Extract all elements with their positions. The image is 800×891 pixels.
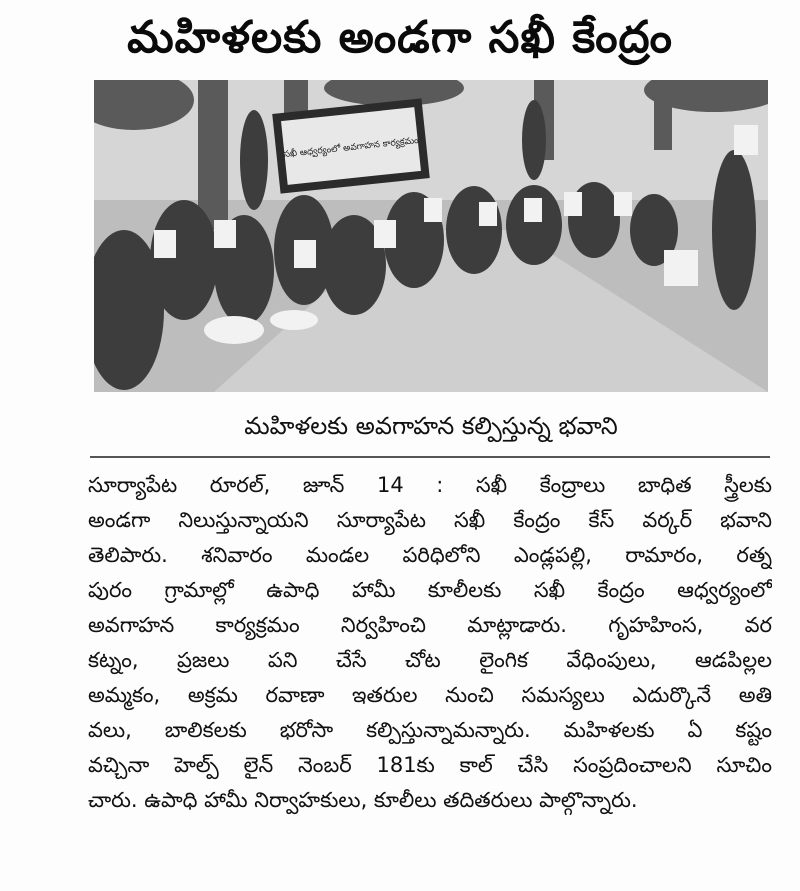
article-line: అవగాహన కార్యక్రమం నిర్వహించి మాట్లాడారు. గృహహింస, వర: [88, 613, 772, 637]
article-line: చారు. ఉపాధి హామీ నిర్వాహకులు, కూలీలు తదితరులు పాల్గొన్నారు.: [88, 788, 638, 812]
article-line: వలు, బాలికలకు భరోసా కల్పిస్తున్నామన్నారు. మహిళలకు ఏ కష్టం: [88, 718, 772, 742]
article-body: [88, 468, 772, 818]
article-line: తెలిపారు. శనివారం మండల పరిధిలోని ఎండ్లపల్లి, రామారం, రత్న: [88, 543, 772, 567]
divider: [90, 456, 770, 458]
banner-text: సఖీ ఆధ్వర్యంలో అవగాహన కార్యక్రమం: [283, 135, 420, 161]
photo-banner: [272, 98, 430, 193]
article-line: కట్నం, ప్రజలు పని చేసే చోట లైంగిక వేధింపులు, ఆడపిల్లల: [88, 648, 772, 672]
article-line: పురం గ్రామాల్లో ఉపాధి హామీ కూలీలకు సఖీ కేంద్రం ఆధ్వర్యంలో: [88, 578, 772, 602]
headline: మహిళలకు అండగా సఖీ కేంద్రం: [127, 12, 673, 63]
photo-illustration: [94, 80, 768, 392]
photo-caption: మహిళలకు అవగాహన కల్పిస్తున్న భవాని: [244, 412, 618, 440]
article-line: అండగా నిలుస్తున్నాయని సూర్యాపేట సఖీ కేంద్రం కేస్‌ వర్కర్‌ భవాని: [88, 508, 772, 532]
news-photo: [94, 80, 768, 392]
article-line: వచ్చినా హెల్ప్‌ లైన్‌ నెంబర్‌ 181కు కాల్‌ చేసి సంప్రదించాలని సూచిం: [88, 753, 772, 777]
article-line: సూర్యాపేట రూరల్‌, జూన్‌ 14 : సఖీ కేంద్రాలు బాధిత స్త్రీలకు: [88, 473, 772, 497]
article-line: అమ్మకం, అక్రమ రవాణా ఇతరుల నుంచి సమస్యలు ఎదుర్కొనే అతి: [88, 683, 772, 707]
